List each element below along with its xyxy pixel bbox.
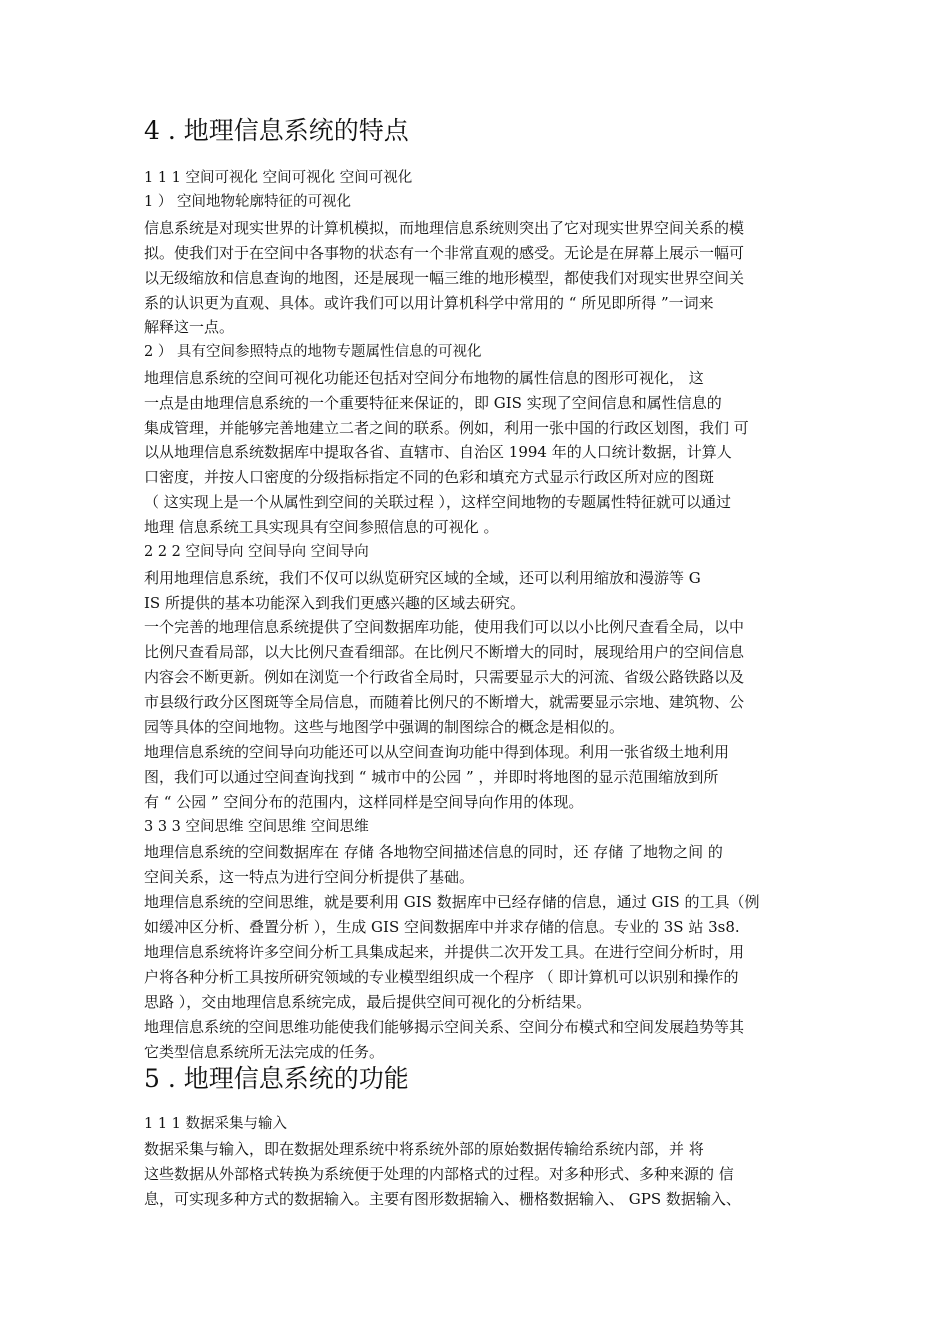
paragraph-line: 地理信息系统的空间导向功能还可以从空间查询功能中得到体现。利用一张省级土地利用 — [144, 743, 730, 761]
paragraph-line: 拟。使我们对于在空间中各事物的状态有一个非常直观的感受。无论是在屏幕上展示一幅可 — [144, 244, 745, 262]
paragraph-line: 有 “ 公园 ” 空间分布的范围内，这样同样是空间导向作用的体现。 — [144, 793, 584, 811]
paragraph-line: 信息系统是对现实世界的计算机模拟，而地理信息系统则突出了它对现实世界空间关系的模 — [144, 219, 745, 237]
paragraph-line: 一点是由地理信息系统的一个重要特征来保证的，即 GIS 实现了空间信息和属性信息的 — [144, 394, 722, 412]
paragraph-line: 口密度，并按人口密度的分级指标指定不同的色彩和填充方式显示行政区所对应的图斑 — [144, 468, 715, 486]
paragraph-line: 内容会不断更新。例如在浏览一个行政省全局时，只需要显示大的河流、省级公路铁路以及 — [144, 668, 745, 686]
paragraph-line: 地理信息系统的空间可视化功能还包括对空间分布地物的属性信息的图形可视化， 这 — [144, 369, 704, 387]
subheading-data-input: 1 1 1 数据采集与输入 — [144, 1116, 288, 1132]
paragraph-line: 数据采集与输入，即在数据处理系统中将系统外部的原始数据传输给系统内部，并 将 — [144, 1140, 704, 1158]
subheading-spatial-visualization: 1 1 1 空间可视化 空间可视化 空间可视化 — [144, 170, 413, 186]
subheading-spatial-navigation: 2 2 2 空间导向 空间导向 空间导向 — [144, 544, 369, 560]
paragraph-line: IS 所提供的基本功能深入到我们更感兴趣的区域去研究。 — [144, 594, 525, 612]
paragraph-line: 比例尺查看局部，以大比例尺查看细部。在比例尺不断增大的同时，展现给用户的空间信息 — [144, 643, 745, 661]
paragraph-line: 以无级缩放和信息查询的地图，还是展现一幅三维的地形模型，都使我们对现实世界空间关 — [144, 269, 745, 287]
subheading-outline-visualization: 1 ） 空间地物轮廓特征的可视化 — [144, 194, 351, 210]
section-heading-4: 4 . 地理信息系统的特点 — [144, 116, 409, 145]
paragraph-line: 地理信息系统的空间思维功能使我们能够揭示空间关系、空间分布模式和空间发展趋势等其 — [144, 1018, 745, 1036]
paragraph-line: 息，可实现多种方式的数据输入。主要有图形数据输入、栅格数据输入、 GPS 数据输入、 — [144, 1190, 741, 1208]
section-heading-5: 5 . 地理信息系统的功能 — [144, 1064, 409, 1093]
paragraph-line: 地理 信息系统工具实现具有空间参照信息的可视化 。 — [144, 518, 499, 536]
paragraph-line: 系的认识更为直观、具体。或许我们可以用计算机科学中常用的 “ 所见即所得 ”一词来 — [144, 294, 714, 312]
paragraph-line: 它类型信息系统所无法完成的任务。 — [144, 1043, 385, 1061]
paragraph-line: 这些数据从外部格式转换为系统便于处理的内部格式的过程。对多种形式、多种来源的 信 — [144, 1165, 734, 1183]
subheading-spatial-thinking: 3 3 3 空间思维 空间思维 空间思维 — [144, 819, 369, 835]
paragraph-line: 地理信息系统的空间数据库在 存储 各地物空间描述信息的同时，还 存储 了地物之间 的 — [144, 843, 723, 861]
paragraph-line: 集成管理，并能够完善地建立二者之间的联系。例如，利用一张中国的行政区划图，我们 可 — [144, 419, 749, 437]
paragraph-line: 如缓冲区分析、叠置分析 ），生成 GIS 空间数据库中并求存储的信息。专业的 3S 站 3s8. — [144, 918, 740, 936]
paragraph-line: 以从地理信息系统数据库中提取各省、直辖市、自治区 1994 年的人口统计数据，计算人 — [144, 443, 732, 461]
paragraph-line: 一个完善的地理信息系统提供了空间数据库功能，使用我们可以以小比例尺查看全局，以中 — [144, 618, 745, 636]
paragraph-line: 地理信息系统将许多空间分析工具集成起来，并提供二次开发工具。在进行空间分析时，用 — [144, 943, 745, 961]
paragraph-line: 思路 ），交由地理信息系统完成，最后提供空间可视化的分析结果。 — [144, 993, 592, 1011]
paragraph-line: （ 这实现上是一个从属性到空间的关联过程 ），这样空间地物的专题属性特征就可以通过 — [144, 493, 732, 511]
paragraph-line: 利用地理信息系统，我们不仅可以纵览研究区域的全域，还可以利用缩放和漫游等 G — [144, 569, 701, 587]
paragraph-line: 解释这一点。 — [144, 318, 235, 336]
paragraph-line: 园等具体的空间地物。这些与地图学中强调的制图综合的概念是相似的。 — [144, 718, 625, 736]
paragraph-line: 户将各种分析工具按所研究领域的专业模型组织成一个程序 （ 即计算机可以识别和操作的 — [144, 968, 739, 986]
paragraph-line: 空间关系，这一特点为进行空间分析提供了基础。 — [144, 868, 475, 886]
paragraph-line: 地理信息系统的空间思维，就是要利用 GIS 数据库中已经存储的信息，通过 GIS 的工具（例 — [144, 893, 760, 911]
subheading-attribute-visualization: 2 ） 具有空间参照特点的地物专题属性信息的可视化 — [144, 344, 482, 360]
paragraph-line: 图，我们可以通过空间查询找到 “ 城市中的公园 ” ，并即时将地图的显示范围缩放到所 — [144, 768, 719, 786]
paragraph-line: 市县级行政分区图斑等全局信息，而随着比例尺的不断增大，就需要显示宗地、建筑物、公 — [144, 693, 745, 711]
